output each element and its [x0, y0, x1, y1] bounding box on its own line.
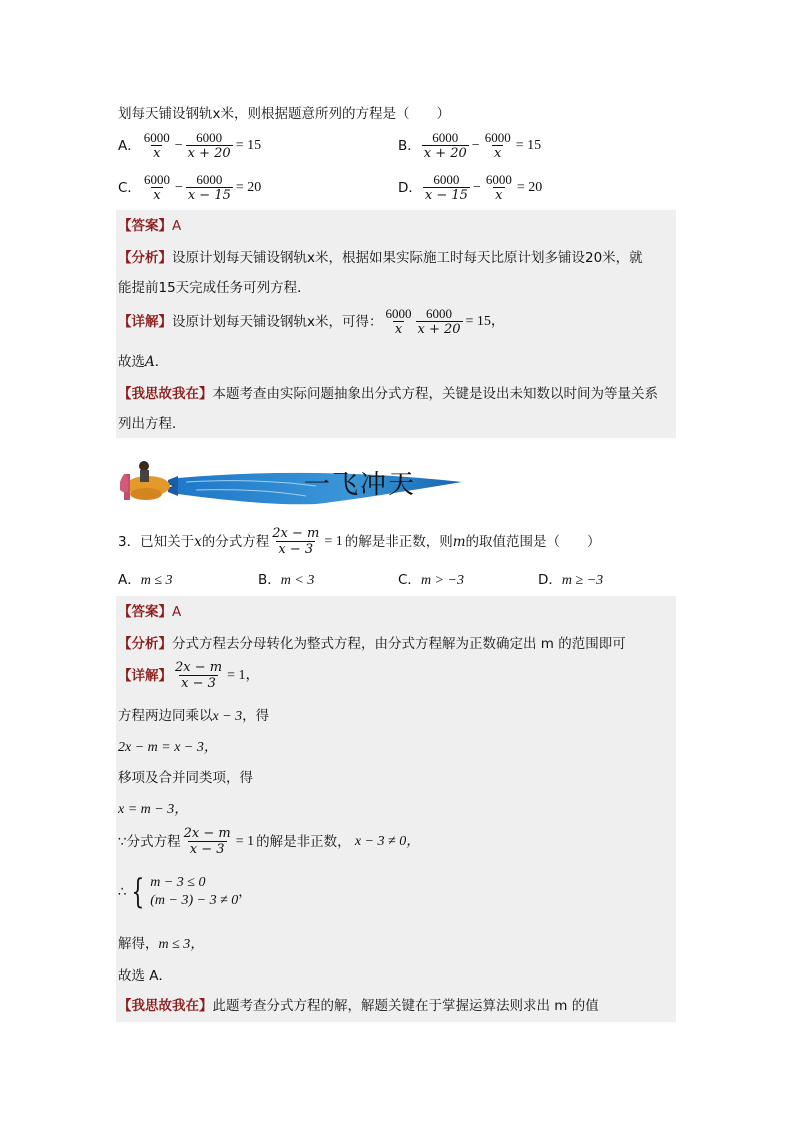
option-label: A．	[118, 137, 141, 154]
fraction: $\frac{6000}{x + 20}$	[187, 130, 231, 161]
fraction: $\frac{6000}{x}$	[143, 130, 170, 161]
q2-stem: 划每天铺设钢轨x米，则根据题意所列的方程是（ ）	[118, 106, 450, 122]
q3-stem: 3．已知关于 x 的分式方程 $\frac{2x - m}{x - 3}$ = 1 的解是非正数，则 m 的取值范围是（ ）	[118, 526, 601, 557]
fraction: $\frac{6000}{x - 15}$	[187, 172, 231, 203]
fraction: $\frac{6000}{x}$	[484, 130, 511, 161]
fraction: $\frac{6000}{x + 20}$	[423, 130, 467, 161]
q3-step2: 方程两边同乘以x − 3，得	[118, 708, 270, 724]
q3-answer: 【答案】A	[118, 604, 182, 620]
fraction: $\frac{6000}{x - 15}$	[424, 172, 468, 203]
option-label: C．	[118, 179, 141, 196]
q2-detail: 【详解】 设原计划每天铺设钢轨x米，可得： $\frac{6000}{x}$ $\frac{6000}{x + 20}$ = 15，	[118, 306, 505, 337]
q2-analysis-line1: 【分析】设原计划每天铺设钢轨x米，根据如果实际施工时每天比原计划多铺设20米，就	[118, 250, 643, 266]
q2-option-b: B． $\frac{6000}{x + 20}$ − $\frac{6000}{x}$ = 15	[398, 130, 542, 161]
fraction: $\frac{6000}{x}$	[385, 306, 412, 337]
q3-choose: 故选 A．	[118, 968, 173, 984]
q3-option-b: B．m < 3	[258, 572, 315, 588]
option-label: B．	[398, 137, 421, 154]
q3-option-c: C．m > −3	[398, 572, 464, 588]
q2-option-c: C． $\frac{6000}{x}$ − $\frac{6000}{x - 15}$ = 20	[118, 172, 262, 203]
q3-inequality-system: ∴ { m − 3 ≤ 0 (m − 3) − 3 ≠ 0 ，	[118, 872, 252, 912]
q2-answer: 【答案】A	[118, 218, 182, 234]
fraction: $\frac{2x - m}{x - 3}$	[272, 526, 320, 557]
fraction: $\frac{6000}{x}$	[143, 172, 170, 203]
q3-solve: 解得，m ≤ 3，	[118, 936, 205, 952]
q3-step6: ∵分式方程 $\frac{2x - m}{x - 3}$ = 1 的解是非正数， x − 3 ≠ 0，	[118, 826, 421, 857]
fraction: $\frac{6000}{x}$	[485, 172, 512, 203]
option-label: D．	[398, 179, 422, 196]
q2-reflect-line2: 列出方程．	[118, 416, 186, 432]
q2-reflect-line1: 【我思故我在】本题考查由实际问题抽象出分式方程，关键是设出未知数以时间为等量关系	[118, 386, 658, 402]
q3-option-a: A．m ≤ 3	[118, 572, 173, 588]
q3-step5: x = m − 3，	[118, 802, 189, 817]
q2-option-d: D． $\frac{6000}{x - 15}$ − $\frac{6000}{x}$ = 20	[398, 172, 543, 203]
section-banner	[116, 452, 468, 512]
q3-step3: 2x − m = x − 3，	[118, 740, 218, 755]
fraction: $\frac{2x - m}{x - 3}$	[183, 826, 231, 857]
q3-analysis: 【分析】分式方程去分母转化为整式方程，由分式方程解为正数确定出 m 的范围即可	[118, 636, 626, 652]
q2-option-a: A． $\frac{6000}{x}$ − $\frac{6000}{x + 20}$ = 15	[118, 130, 262, 161]
fraction: $\frac{2x - m}{x - 3}$	[175, 660, 223, 691]
banner-title: 一飞冲天	[304, 470, 417, 500]
q3-step4: 移项及合并同类项，得	[118, 770, 253, 786]
fraction: $\frac{6000}{x + 20}$	[417, 306, 461, 337]
q3-option-d: D．m ≥ −3	[538, 572, 604, 588]
q3-detail: 【详解】 $\frac{2x - m}{x - 3}$ = 1，	[118, 660, 260, 691]
q3-reflect: 【我思故我在】此题考查分式方程的解，解题关键在于掌握运算法则求出 m 的值	[118, 998, 599, 1014]
q2-analysis-line2: 能提前15天完成任务可列方程．	[118, 280, 311, 296]
q2-choose: 故选A．	[118, 354, 169, 370]
brace: {	[130, 872, 144, 912]
